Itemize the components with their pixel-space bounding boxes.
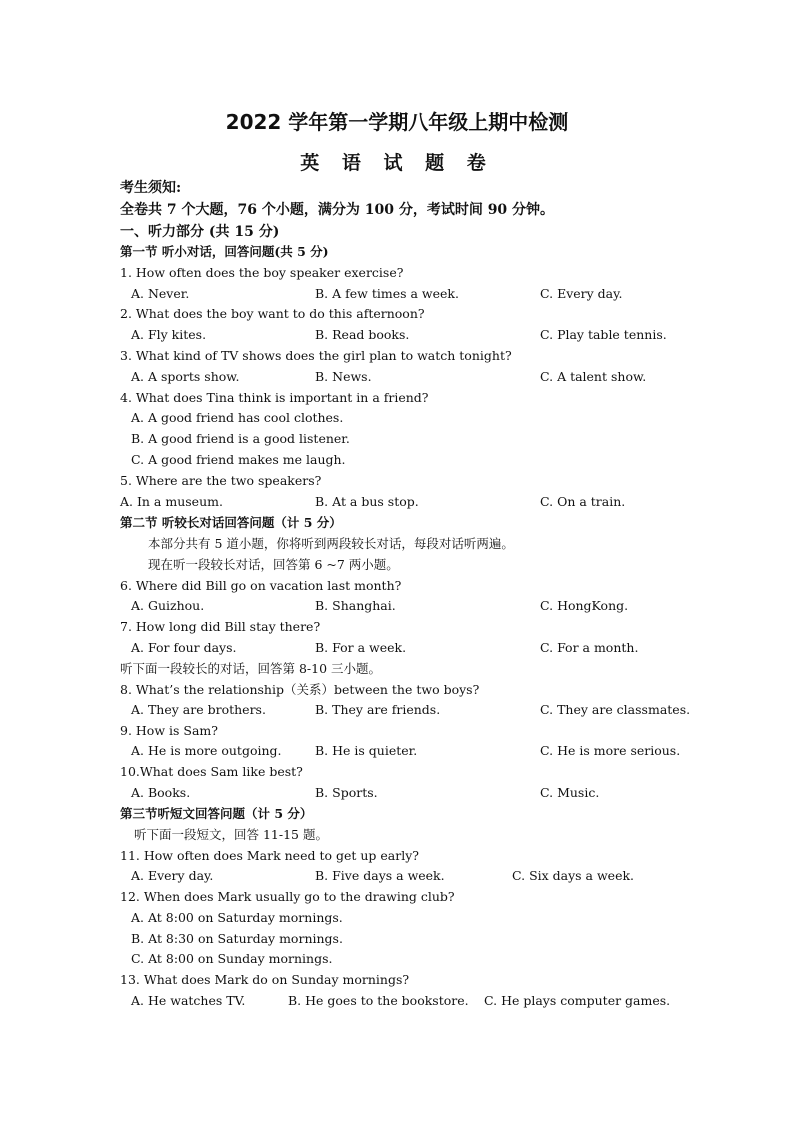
- q11-option-a: A. Every day.: [131, 868, 214, 883]
- q13-option-a: A. He watches TV.: [131, 993, 246, 1008]
- part1-title: 一、听力部分 (共 15 分): [120, 224, 280, 240]
- q7-option-a: A. For four days.: [131, 640, 237, 655]
- q9-option-b: B. He is quieter.: [315, 743, 418, 758]
- question-3: 3. What kind of TV shows does the girl plan to watch tonight?: [120, 348, 512, 363]
- exam-subtitle: 英 语 试 题 卷: [300, 152, 494, 174]
- q12-option-b: B. At 8:30 on Saturday mornings.: [131, 931, 343, 946]
- q1-option-a: A. Never.: [131, 286, 190, 301]
- q8-option-a: A. They are brothers.: [131, 702, 266, 717]
- q2-option-b: B. Read books.: [315, 327, 410, 342]
- q5-option-b: B. At a bus stop.: [315, 494, 419, 509]
- q1-option-c: C. Every day.: [540, 286, 623, 301]
- q2-option-a: A. Fly kites.: [131, 327, 207, 342]
- section2-intro-1: 本部分共有 5 道小题，你将听到两段较长对话，每段对话听两遍。: [148, 536, 514, 551]
- q4-option-c: C. A good friend makes me laugh.: [131, 452, 346, 467]
- q6-option-a: A. Guizhou.: [131, 598, 205, 613]
- q12-option-a: A. At 8:00 on Saturday mornings.: [131, 910, 343, 925]
- q6-option-c: C. HongKong.: [540, 598, 629, 613]
- q12-option-c: C. At 8:00 on Sunday mornings.: [131, 951, 333, 966]
- exam-title: 2022 学年第一学期八年级上期中检测: [225, 110, 569, 134]
- q9-option-c: C. He is more serious.: [540, 743, 681, 758]
- q13-option-b: B. He goes to the bookstore.: [288, 993, 469, 1008]
- q8-option-b: B. They are friends.: [315, 702, 441, 717]
- q3-option-a: A. A sports show.: [131, 369, 240, 384]
- section2-intro-2: 现在听一段较长对话，回答第 6 ~7 两小题。: [148, 557, 399, 572]
- q4-option-a: A. A good friend has cool clothes.: [131, 410, 344, 425]
- q3-option-b: B. News.: [315, 369, 372, 384]
- question-10: 10.What does Sam like best?: [120, 764, 303, 779]
- q5-option-c: C. On a train.: [540, 494, 626, 509]
- question-8: 8. What’s the relationship（关系）between the two boys?: [120, 682, 480, 697]
- q10-option-a: A. Books.: [131, 785, 191, 800]
- q8-option-c: C. They are classmates.: [540, 702, 691, 717]
- question-6: 6. Where did Bill go on vacation last month?: [120, 578, 402, 593]
- section3-title: 第三节听短文回答问题（计 5 分）: [120, 806, 313, 821]
- notice-text: 全卷共 7 个大题，76 个小题，满分为 100 分，考试时间 90 分钟。: [120, 202, 555, 218]
- q6-option-b: B. Shanghai.: [315, 598, 396, 613]
- question-9: 9. How is Sam?: [120, 723, 218, 738]
- q10-option-c: C. Music.: [540, 785, 600, 800]
- question-5: 5. Where are the two speakers?: [120, 473, 322, 488]
- question-12: 12. When does Mark usually go to the drawing club?: [120, 889, 455, 904]
- question-1: 1. How often does the boy speaker exercise?: [120, 265, 404, 280]
- q3-option-c: C. A talent show.: [540, 369, 647, 384]
- question-4: 4. What does Tina think is important in a friend?: [120, 390, 429, 405]
- q11-option-c: C. Six days a week.: [512, 868, 635, 883]
- section2-intro-3: 听下面一段较长的对话，回答第 8-10 三小题。: [120, 661, 382, 676]
- q9-option-a: A. He is more outgoing.: [131, 743, 282, 758]
- q4-option-b: B. A good friend is a good listener.: [131, 431, 350, 446]
- section3-intro: 听下面一段短文，回答 11-15 题。: [134, 827, 328, 842]
- q11-option-b: B. Five days a week.: [315, 868, 445, 883]
- q7-option-b: B. For a week.: [315, 640, 407, 655]
- question-13: 13. What does Mark do on Sunday mornings?: [120, 972, 410, 987]
- question-11: 11. How often does Mark need to get up early?: [120, 848, 419, 863]
- question-7: 7. How long did Bill stay there?: [120, 619, 321, 634]
- section2-title: 第二节 听较长对话回答问题（计 5 分）: [120, 515, 342, 530]
- q2-option-c: C. Play table tennis.: [540, 327, 667, 342]
- question-2: 2. What does the boy want to do this afternoon?: [120, 306, 425, 321]
- q5-option-a: A. In a museum.: [120, 494, 223, 509]
- q10-option-b: B. Sports.: [315, 785, 378, 800]
- section1-title: 第一节 听小对话，回答问题(共 5 分): [120, 244, 329, 259]
- q1-option-b: B. A few times a week.: [315, 286, 459, 301]
- q7-option-c: C. For a month.: [540, 640, 639, 655]
- q13-option-c: C. He plays computer games.: [484, 993, 671, 1008]
- notice-label: 考生须知:: [120, 180, 182, 196]
